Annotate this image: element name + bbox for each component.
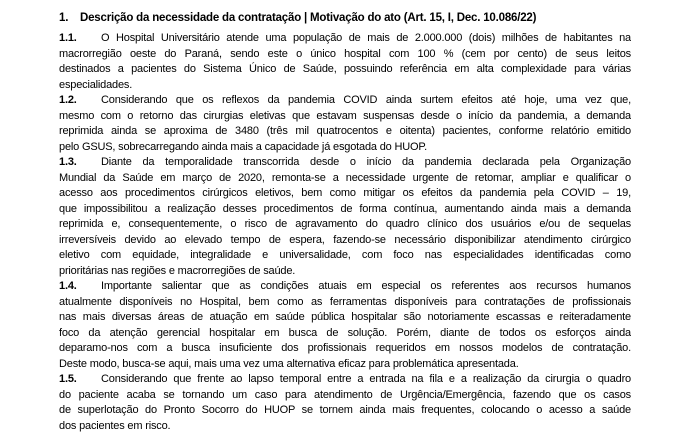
- paragraph-1-4: [59, 279, 631, 372]
- paragraph-line: [59, 124, 631, 140]
- paragraph-number: 1.1.: [59, 31, 101, 47]
- paragraph-number: 1.2.: [59, 93, 101, 109]
- section-heading: [59, 10, 631, 26]
- paragraph-line: [59, 341, 631, 357]
- paragraph-text: Importante salientar que as condições atuais em especial os referentes aos recursos humanos: [101, 280, 631, 292]
- paragraph-line: [59, 202, 631, 218]
- paragraph-text: que impossibilitou a realização desses procedimentos de forma contínua, aumentando ainda mais a demanda: [59, 203, 631, 215]
- paragraph-text: atualmente disponíveis no Hospital, bem como as ferramentas disponíveis para contratações de profissionais: [59, 296, 631, 308]
- section-number: 1.: [59, 10, 80, 26]
- paragraph-text: dos pacientes em risco.: [59, 420, 170, 432]
- paragraph-text: irreversíveis devido ao elevado tempo de espera, fazendo-se necessário disponibilizar atendimento cirúrgico: [59, 234, 631, 246]
- paragraph-text: pelo GSUS, sobrecarregando ainda mais a capacidade já esgotada do HUOP.: [59, 141, 427, 153]
- paragraph-text: mesmo com o retorno das cirurgias eletivas que estavam suspensas desde o início da pandemia, a demanda: [59, 110, 631, 122]
- paragraph-text: prioritárias nas regiões e macrorregiões de saúde.: [59, 265, 295, 277]
- paragraph-list: [59, 31, 631, 434]
- paragraph-1-5: [59, 372, 631, 434]
- paragraph-line: [59, 388, 631, 404]
- paragraph-text: eletivo com equidade, integralidade e universalidade, com foco nas especialidades identificadas como: [59, 249, 631, 261]
- paragraph-line: [59, 248, 631, 264]
- paragraph-line: [59, 326, 631, 342]
- paragraph-line: [59, 62, 631, 78]
- paragraph-line: [59, 186, 631, 202]
- paragraph-line: [59, 140, 631, 156]
- paragraph-text: destinados a pacientes do Sistema Único de Saúde, possuindo referência em alta complexidade para várias: [59, 63, 631, 75]
- paragraph-text: foco da atenção gerencial hospitalar em busca de solução. Porém, diante de todos os esforços ainda: [59, 327, 631, 339]
- document-page: [59, 10, 631, 434]
- paragraph-line: [59, 93, 631, 109]
- paragraph-text: reprimida ainda se aproxima de 3480 (três mil quatrocentos e oitenta) pacientes, conforme relatório emitido: [59, 125, 631, 137]
- paragraph-line: [59, 279, 631, 295]
- paragraph-line: [59, 419, 631, 434]
- paragraph-text: de superlotação do Pronto Socorro do HUOP se tornem ainda mais frequentes, colocando o acesso a saúde: [59, 404, 631, 416]
- paragraph-number: 1.5.: [59, 372, 101, 388]
- paragraph-line: [59, 403, 631, 419]
- paragraph-line: [59, 310, 631, 326]
- paragraph-number: 1.3.: [59, 155, 101, 171]
- paragraph-text: reprimida e, consequentemente, o risco de agravamento do quadro clínico dos usuários e/ou de sequelas: [59, 218, 631, 230]
- paragraph-line: [59, 31, 631, 47]
- paragraph-text: deparamo-nos com a busca insuficiente dos profissionais requeridos em nossos modelos de contratação.: [59, 342, 631, 354]
- paragraph-line: [59, 264, 631, 280]
- paragraph-text: Considerando que frente ao lapso temporal entre a entrada na fila e a realização da cirurgia o quadro: [101, 373, 631, 385]
- paragraph-text: acesso aos procedimentos cirúrgicos eletivos, bem como mitigar os efeitos da pandemia pela COVID – 19,: [59, 187, 631, 199]
- paragraph-text: Diante da temporalidade transcorrida desde o início da pandemia declarada pela Organização: [101, 156, 631, 168]
- paragraph-line: [59, 372, 631, 388]
- paragraph-line: [59, 47, 631, 63]
- paragraph-line: [59, 233, 631, 249]
- paragraph-text: Mundial da Saúde em março de 2020, remonta-se a necessidade urgente de retomar, ampliar e qualificar o: [59, 172, 631, 184]
- paragraph-text: macrorregião oeste do Paraná, sendo este o único hospital com 100 % (cem por cento) de seus leitos: [59, 48, 631, 60]
- paragraph-line: [59, 155, 631, 171]
- paragraph-text: especialidades.: [59, 79, 132, 91]
- paragraph-1-2: [59, 93, 631, 155]
- paragraph-text: O Hospital Universitário atende uma população de mais de 2.000.000 (dois) milhões de habitantes na: [101, 32, 631, 44]
- paragraph-text: nas mais diversas áreas de atuação em saúde pública hospitalar são notoriamente escassas e reiteradamente: [59, 311, 631, 323]
- paragraph-line: [59, 109, 631, 125]
- paragraph-text: Deste modo, busca-se aqui, mais uma vez uma alternativa eficaz para problemática apresentada.: [59, 358, 519, 370]
- paragraph-line: [59, 295, 631, 311]
- paragraph-line: [59, 78, 631, 94]
- paragraph-text: do paciente acaba se tornando um caso para atendimento de Urgência/Emergência, fazendo que os casos: [59, 389, 631, 401]
- paragraph-line: [59, 357, 631, 373]
- paragraph-line: [59, 217, 631, 233]
- paragraph-text: Considerando que os reflexos da pandemia COVID ainda surtem efeitos até hoje, uma vez que,: [101, 94, 631, 106]
- paragraph-number: 1.4.: [59, 279, 101, 295]
- paragraph-1-3: [59, 155, 631, 279]
- paragraph-1-1: [59, 31, 631, 93]
- section-title: Descrição da necessidade da contratação | Motivação do ato (Art. 15, I, Dec. 10.086/22): [80, 12, 536, 24]
- paragraph-line: [59, 171, 631, 187]
